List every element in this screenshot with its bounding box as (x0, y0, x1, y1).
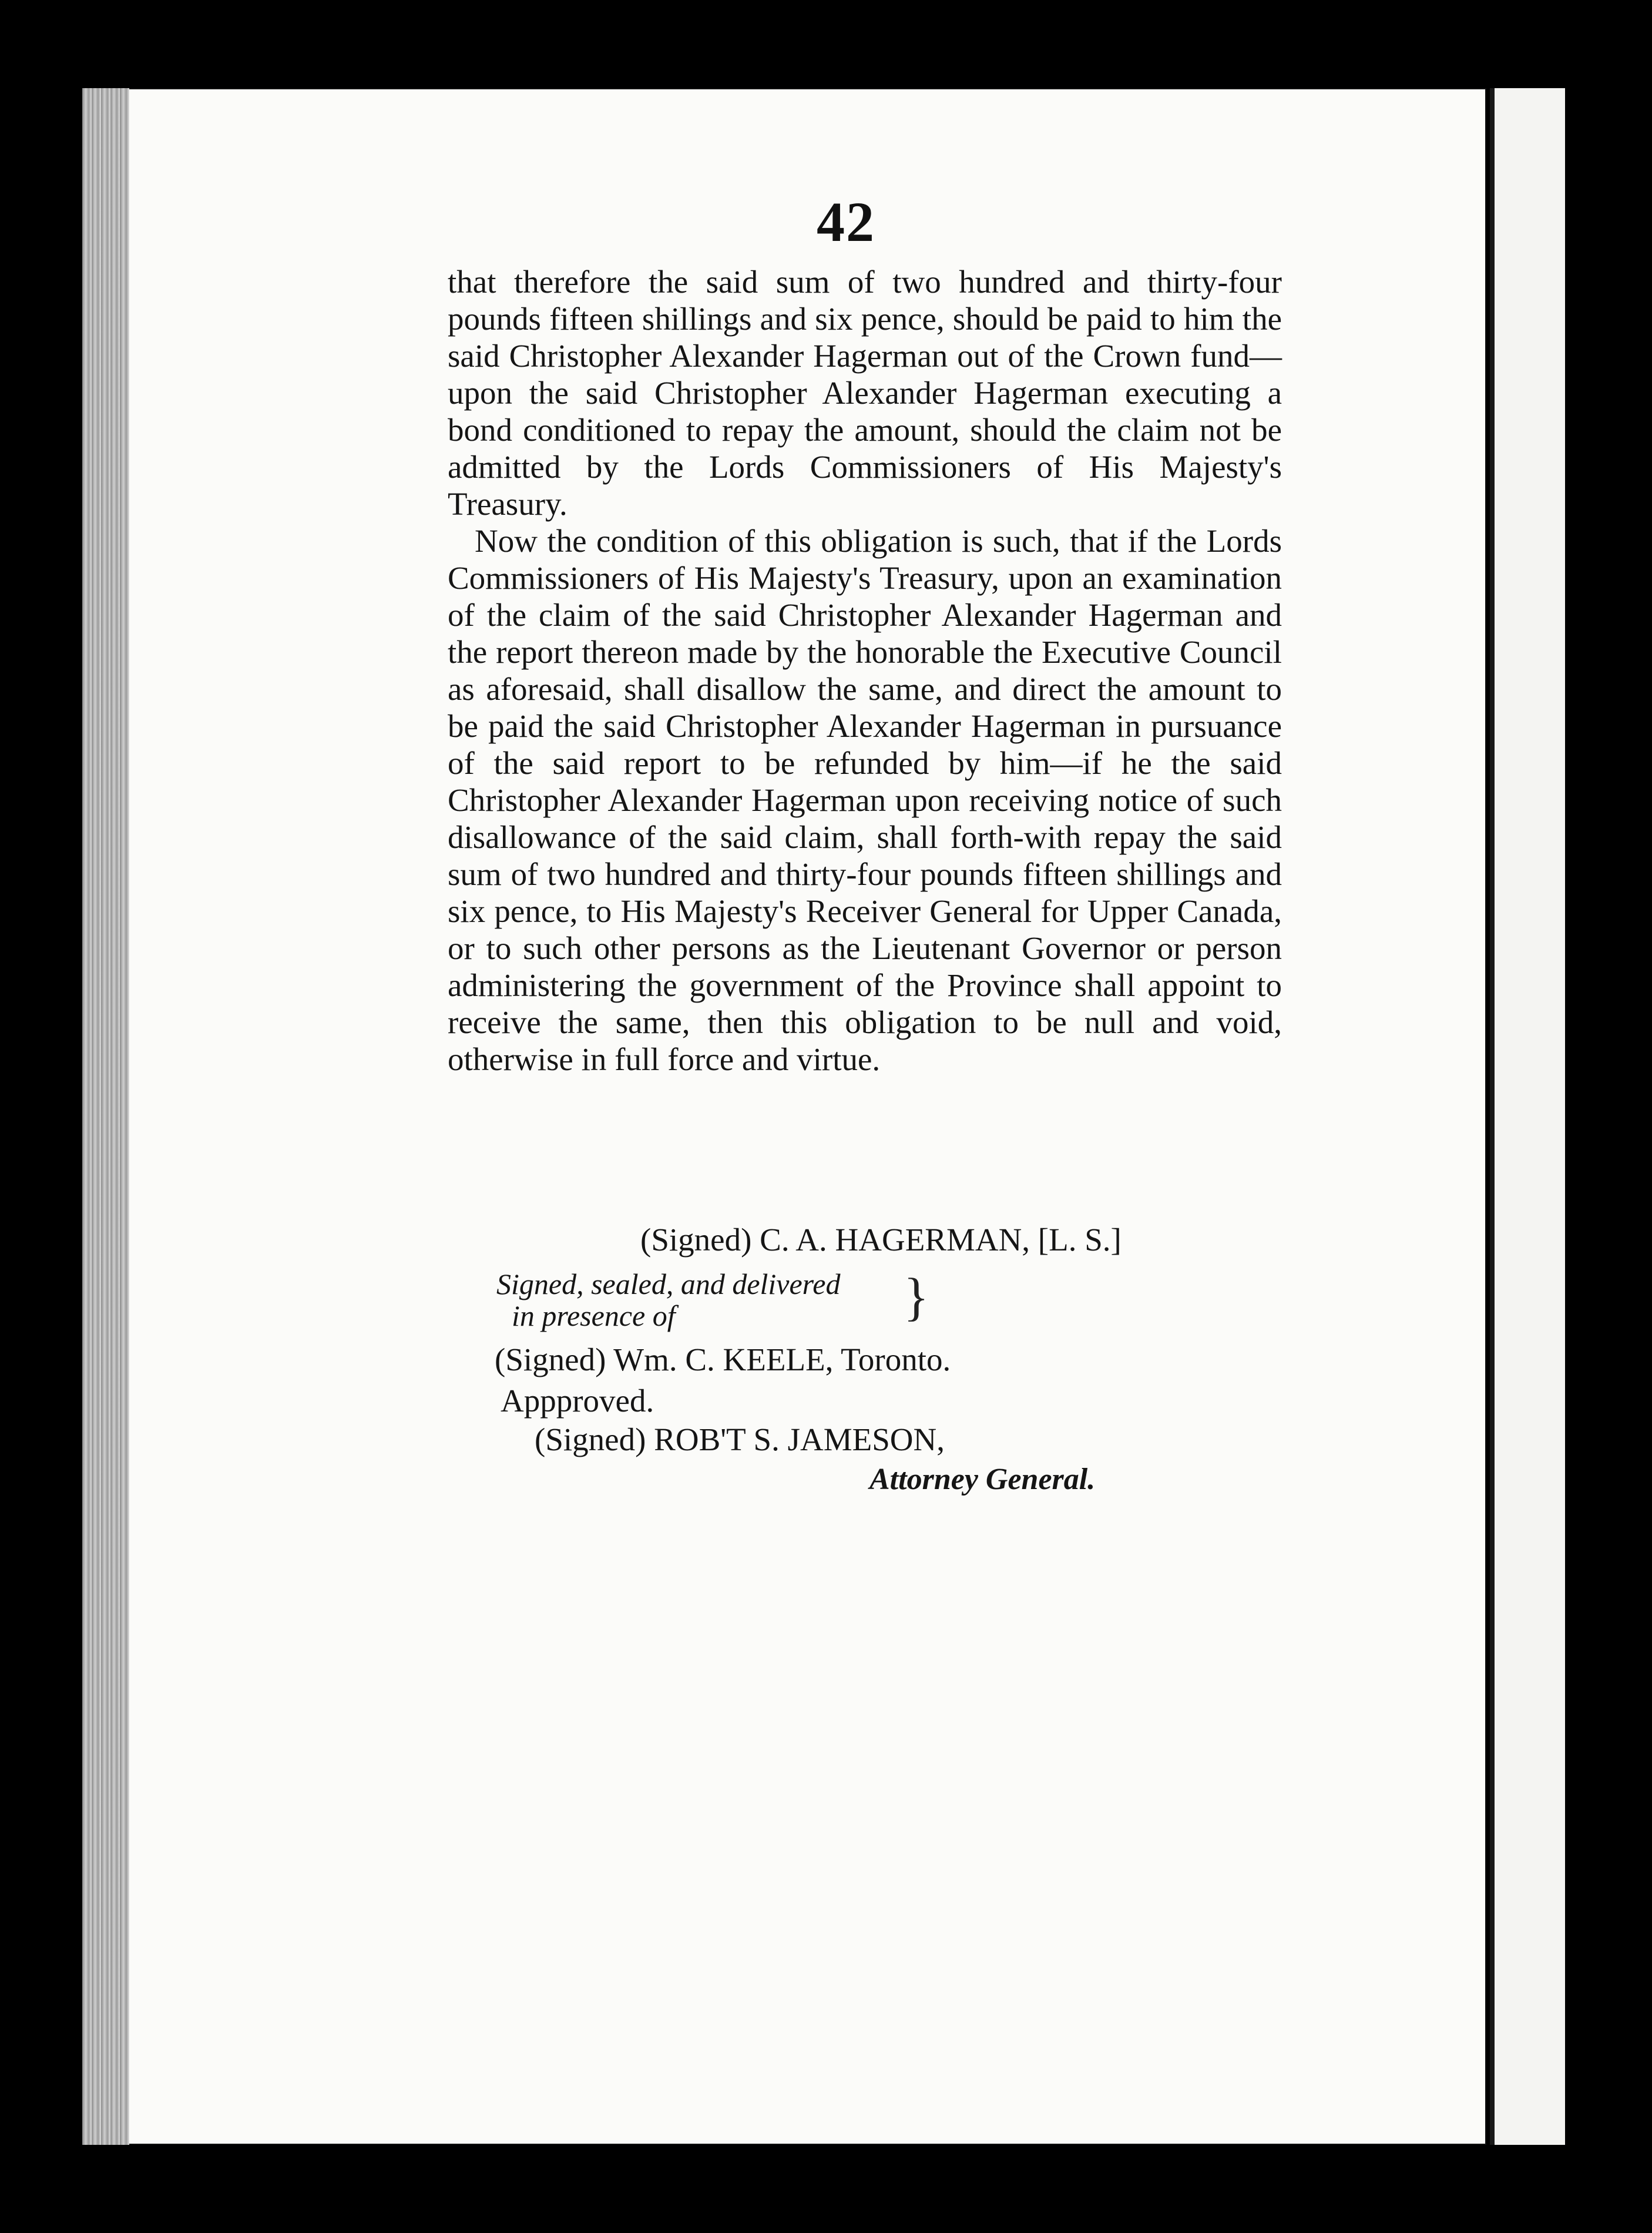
page-edge (82, 88, 129, 2145)
signature-keele: (Signed) Wm. C. KEELE, Toronto. (495, 1342, 951, 1377)
body-text (448, 263, 1282, 1078)
witness-line-1: Signed, sealed, and delivered (496, 1268, 841, 1300)
facing-page-strip (1495, 88, 1565, 2145)
attorney-general-title: Attorney General. (869, 1463, 1096, 1496)
witness-clause (496, 1268, 840, 1332)
signature-hagerman: (Signed) C. A. HAGERMAN, [L. S.] (640, 1222, 1122, 1258)
page-number: 42 (817, 190, 875, 253)
witness-line-2: in presence of (512, 1299, 676, 1332)
paragraph-2: Now the condition of this obligation is such, that if the Lords Commissioners of His Majesty's Treasury, upon an examination of the claim of the said Christopher Alexander Hagerman and the report thereon made by the honorable the Executive Council as aforesaid, shall disallow the same, and direct the amount to be paid the said Christopher Alexander Hagerman in pursuance of the said report to be refunded by him—if he the said Christopher Alexander Hagerman upon receiving notice of such disallowance of the said claim, shall forth-with repay the said sum of two hundred and thirty-four pounds fifteen shillings and six pence, to His Majesty's Receiver General for Upper Canada, or to such other persons as the Lieutenant Governor or person administering the government of the Province shall appoint to receive the same, then this obligation to be null and void, otherwise in full force and virtue. (448, 523, 1282, 1077)
signature-jameson: (Signed) ROB'T S. JAMESON, (535, 1421, 945, 1457)
page-fold-line (1490, 88, 1495, 2145)
brace-icon: } (904, 1268, 929, 1326)
approved-label: Appproved. (501, 1383, 654, 1419)
paragraph-1: that therefore the said sum of two hundred and thirty-four pounds fifteen shillings and six pence, should be paid to him the said Christopher Alexander Hagerman out of the Crown fund—upon the said Christopher Alexander Hagerman executing a bond conditioned to repay the amount, should the claim not be admitted by the Lords Commissioners of His Majesty's Treasury. (448, 264, 1282, 522)
